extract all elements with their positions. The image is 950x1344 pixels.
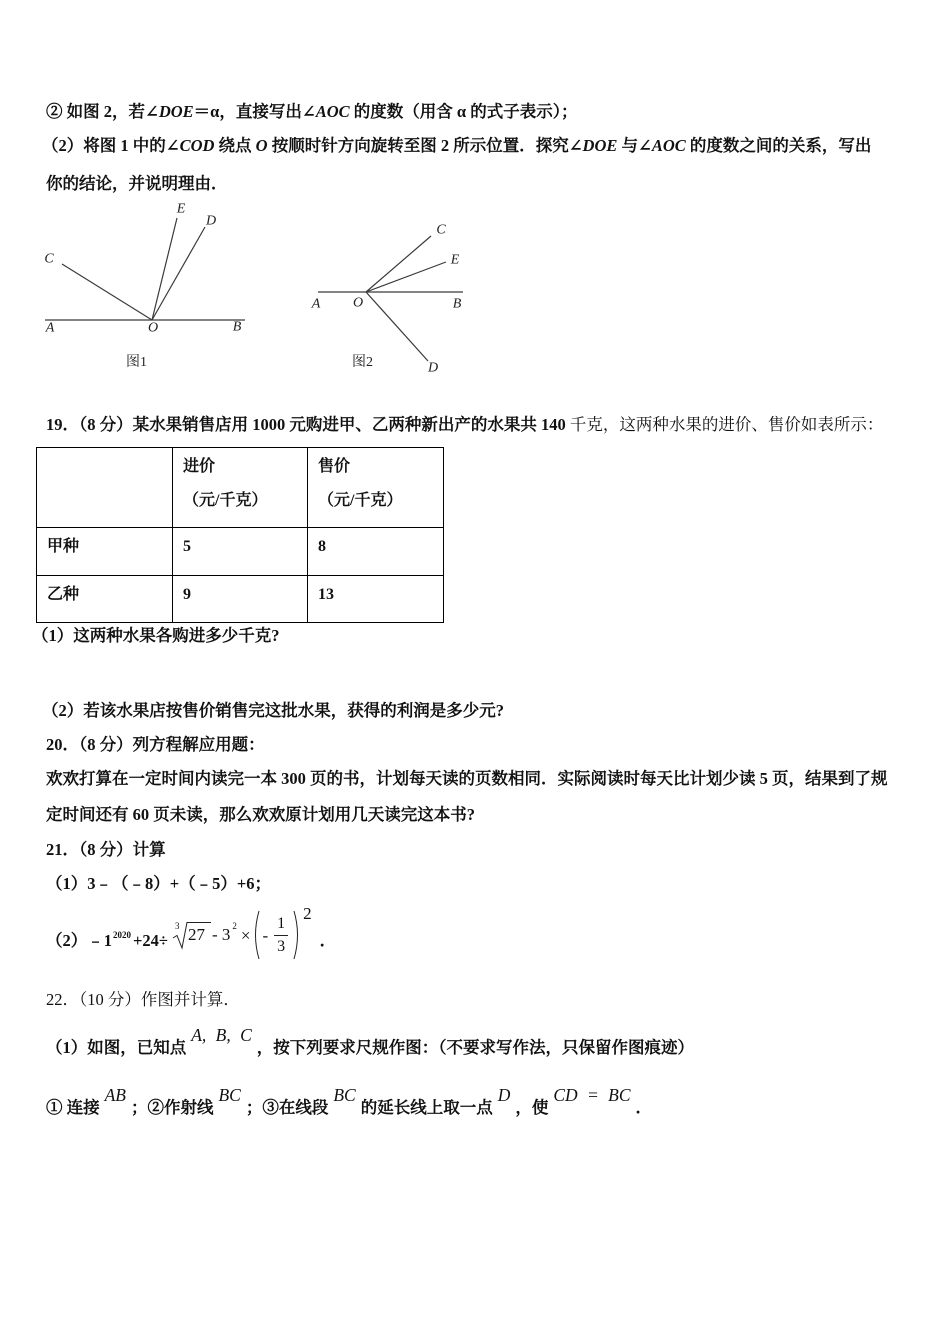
step-1-text: ① 连接 [46, 1098, 100, 1117]
ray-bc: BC [218, 1085, 241, 1105]
angle-cod-name: COD [179, 136, 215, 155]
end-period: ． [319, 931, 337, 950]
q18-part2-line2: 你的结论，并说明理由． [46, 174, 228, 193]
ray-oe [366, 262, 446, 292]
q19-stem-main: 19．（8 分）某水果销售店用 1000 元购进甲、乙两种新出产的水果共 140 [46, 415, 566, 434]
q22-title: 22．（10 分）作图并计算． [46, 990, 240, 1009]
point-d: D [497, 1085, 511, 1105]
table-header-price [308, 448, 444, 528]
fraction-numerator: 1 [277, 914, 286, 932]
left-parenthesis [252, 910, 261, 960]
q22-part1-line [46, 1025, 695, 1058]
exponent-2020: 2020 [113, 930, 131, 940]
left-parenthesis-stroke [256, 911, 260, 959]
fraction-denominator: 3 [277, 937, 286, 955]
label-c: C [44, 251, 54, 267]
header-price-title: 售价 [318, 458, 351, 475]
q19-stem-rest: 千克，这两种水果的进价、售价如表所示： [565, 415, 884, 434]
label-c: C [436, 222, 446, 238]
figure-2-caption: 图2 [352, 355, 373, 370]
right-parenthesis-stroke [294, 911, 298, 959]
fraction-one-third [274, 913, 288, 958]
ray-od [366, 292, 428, 361]
q19-part2: （2）若该水果店按售价销售完这批水果，获得的利润是多少元? [42, 701, 504, 720]
q20-text-line2: 定时间还有 60 页未读，那么欢欢原计划用几天读完这本书? [46, 805, 475, 824]
q21-part1: （1）3﹣（﹣8）+（﹣5）+6； [46, 874, 272, 893]
label-o: O [352, 295, 364, 311]
q18-sub2-text-2: ＝α，直接写出∠ [193, 102, 316, 121]
header-price-unit: （元/千克） [318, 492, 403, 509]
label-b: B [452, 296, 462, 312]
exponent-square: 2 [232, 921, 237, 931]
ray-od [152, 227, 205, 320]
q18-sub2-text-3: 的度数（用含 α 的式子表示）； [349, 102, 578, 121]
points-abc: A, B, C [191, 1025, 252, 1045]
plus-24-divide: +24÷ [133, 931, 168, 950]
step-end-period: ． [635, 1098, 652, 1117]
q18-part2-text-1: （2）将图 1 中的∠ [42, 136, 180, 155]
q18-part2-text-3: 按顺时针方向旋转至图 2 所示位置．探究∠ [267, 136, 583, 155]
figure-1-caption: 图1 [126, 355, 147, 370]
table-header-cost [173, 448, 308, 528]
header-cost-title: 进价 [183, 458, 216, 475]
label-a: A [311, 296, 321, 312]
angle-doe-name: DOE [582, 136, 618, 155]
label-a: A [45, 320, 55, 336]
q22-part1-prefix: （1）如图，已知点 [46, 1038, 187, 1057]
cube-root [172, 919, 212, 951]
radicand: 27 [187, 925, 205, 944]
table-cell-fruit: 乙种 [37, 576, 173, 623]
q21-title: 21．（8 分）计算 [46, 840, 166, 859]
label-d: D [427, 360, 439, 376]
step-3-extension-text: 的延长线上取一点 [360, 1098, 493, 1117]
q18-sub2-line [46, 102, 578, 122]
step-2-text: ；②作射线 [131, 1098, 214, 1117]
table-corner-cell [37, 448, 173, 528]
table-cell-price: 8 [308, 528, 444, 576]
q18-sub2-text-1: ② 如图 2，若∠ [46, 102, 159, 121]
label-e: E [450, 252, 460, 268]
step-3-text: ；③在线段 [245, 1098, 329, 1117]
q19-stem [46, 415, 883, 435]
figure-1 [38, 195, 258, 340]
q20-text-line1: 欢欢打算在一定时间内读完一本 300 页的书，计划每天读的页数相同．实际阅读时每天比计划少读 5 页，结果到了规 [46, 769, 888, 788]
q18-part2-text-2: 绕点 [214, 136, 256, 155]
equation-cd-bc: CD = BC [553, 1085, 631, 1105]
minus-three: - 3 [211, 925, 231, 944]
angle-aoc-name: AOC [315, 102, 350, 121]
price-table [36, 447, 444, 623]
q22-steps-line [46, 1085, 652, 1118]
times-sign: × [240, 926, 251, 945]
right-parenthesis [292, 910, 301, 960]
segment-ab: AB [104, 1085, 126, 1105]
table-row [37, 528, 444, 576]
label-b: B [232, 319, 242, 335]
q22-part1-requirement: ，按下列要求尺规作图：（不要求写作法，只保留作图痕迹） [256, 1038, 695, 1057]
negative-sign: - [262, 926, 269, 945]
angle-doe-name: DOE [158, 102, 194, 121]
exponent-square-outer: 2 [303, 904, 312, 923]
angle-aoc-name: AOC [651, 136, 686, 155]
figure-2 [305, 215, 475, 380]
q21-part2-prefix: （2）﹣1 [46, 931, 112, 950]
table-cell-fruit: 甲种 [37, 528, 173, 576]
header-cost-unit: （元/千克） [183, 492, 268, 509]
q20-title: 20．（8 分）列方程解应用题： [46, 735, 265, 754]
label-d: D [205, 213, 217, 229]
table-cell-cost: 5 [173, 528, 308, 576]
point-o-name: O [255, 136, 268, 155]
table-header-row [37, 448, 444, 528]
label-e: E [176, 201, 186, 217]
step-3-condition-text: ，使 [515, 1098, 549, 1117]
table-row [37, 576, 444, 623]
q18-part2-text-4: 与∠ [617, 136, 652, 155]
q21-part2-expression [46, 904, 337, 963]
root-index: 3 [174, 921, 180, 931]
q18-part2-text-5: 的度数之间的关系，写出 [685, 136, 872, 155]
q18-part2-line1 [42, 136, 871, 156]
table-cell-price: 13 [308, 576, 444, 623]
label-o: O [147, 320, 159, 336]
segment-bc: BC [333, 1085, 356, 1105]
table-cell-cost: 9 [173, 576, 308, 623]
ray-oc [62, 264, 152, 320]
ray-oc [366, 236, 431, 292]
q19-part1: （1）这两种水果各购进多少千克? [32, 626, 280, 645]
ray-oe [152, 218, 177, 320]
